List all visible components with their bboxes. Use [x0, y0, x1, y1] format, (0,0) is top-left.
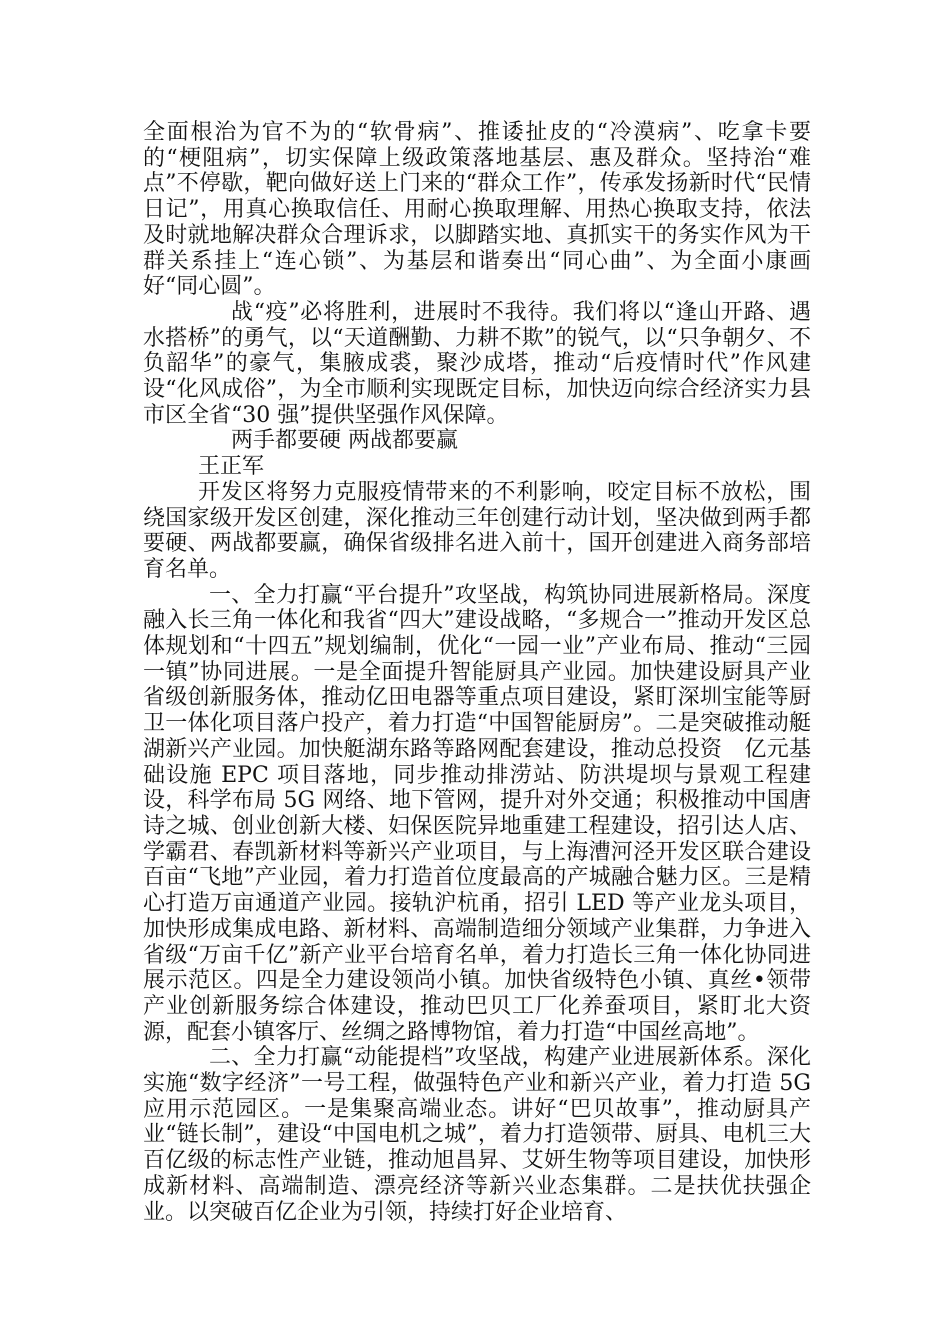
- paragraph-5: 二、全力打赢“动能提档”攻坚战，构建产业进展新体系。深化实施“数字经济”一号工程，做强特色产业和新兴产业，着力打造 5G 应用示范园区。一是集聚高端业态。讲好“巴贝故事”，推动厨具产业“链长制”，建设“中国电机之城”，着力打造领带、厨具、电机三大百亿级的标志性产业链，推动旭昌昇、艾妍生物等项目建设，加快形成新材料、高端制造、漂亮经济等新兴业态集群。二是扶优扶强企业。以突破百亿企业为引领，持续打好企业培育、: [143, 1045, 811, 1225]
- paragraph-2: 战“疫”必将胜利，进展时不我待。我们将以“逢山开路、遇水搭桥”的勇气，以“天道酬勤、力耕不欺”的锐气，以“只争朝夕、不负韶华”的豪气，集腋成裘，聚沙成塔，推动“后疫情时代”作风建设“化风成俗”，为全市顺利实现既定目标，加快迈向综合经济实力县市区全省“30 强”提供坚强作风保障。: [143, 299, 811, 428]
- author-name: 王正军: [198, 454, 265, 480]
- paragraph-4: 一、全力打赢“平台提升”攻坚战，构筑协同进展新格局。深度融入长三角一体化和我省“四大”建设战略，“多规合一”推动开发区总体规划和“十四五”规划编制，优化“一园一业”产业布局、推动“三园一镇”协同进展。一是全面提升智能厨具产业园。加快建设厨具产业省级创新服务体，推动亿田电器等重点项目建设，紧盯深圳宝能等厨卫一体化项目落户投产，着力打造“中国智能厨房”。二是突破推动艇湖新兴产业园。加快艇湖东路等路网配套建设，推动总投资 亿元基础设施 EPC 项目落地，同步推动排涝站、防洪堤坝与景观工程建设，科学布局 5G 网络、地下管网，提升对外交通；积极推动中国唐诗之城、创业创新大楼、妇保医院异地重建工程建设，招引达人店、学霸君、春凯新材料等新兴产业项目，与上海漕河泾开发区联合建设百亩“飞地”产业园，着力打造首位度最高的产城融合魅力区。三是精心打造万亩通道产业园。接轨沪杭甬，招引 LED 等产业龙头项目，加快形成集成电路、新材料、高端制造细分领域产业集群，力争进入省级“万亩千亿”新产业平台培育名单，着力打造长三角一体化协同进展示范区。四是全力建设领尚小镇。加快省级特色小镇、真丝•领带产业创新服务综合体建设，推动巴贝工厂化养蚕项目，紧盯北大资源，配套小镇客厅、丝绸之路博物馆，着力打造“中国丝高地”。: [143, 582, 811, 1045]
- paragraph-1: 全面根治为官不为的“软骨病”、推诿扯皮的“冷漠病”、吃拿卡要的“梗阻病”，切实保障上级政策落地基层、惠及群众。坚持治“难点”不停歇，靶向做好送上门来的“群众工作”，传承发扬新时代“民情日记”，用真心换取信任、用耐心换取理解、用热心换取支持，依法及时就地解决群众合理诉求，以脚踏实地、真抓实干的务实作风为干群关系挂上“连心锁”、为基层和谐奏出“同心曲”、为全面小康画好“同心圆”。: [143, 120, 811, 300]
- section-title: 两手都要硬 两战都要赢: [231, 428, 458, 454]
- document-body: [143, 120, 811, 1225]
- paragraph-3: 开发区将努力克服疫情带来的不利影响，咬定目标不放松，围绕国家级开发区创建，深化推动三年创建行动计划，坚决做到两手都要硬、两战都要赢，确保省级排名进入前十，国开创建进入商务部培育名单。: [143, 479, 811, 582]
